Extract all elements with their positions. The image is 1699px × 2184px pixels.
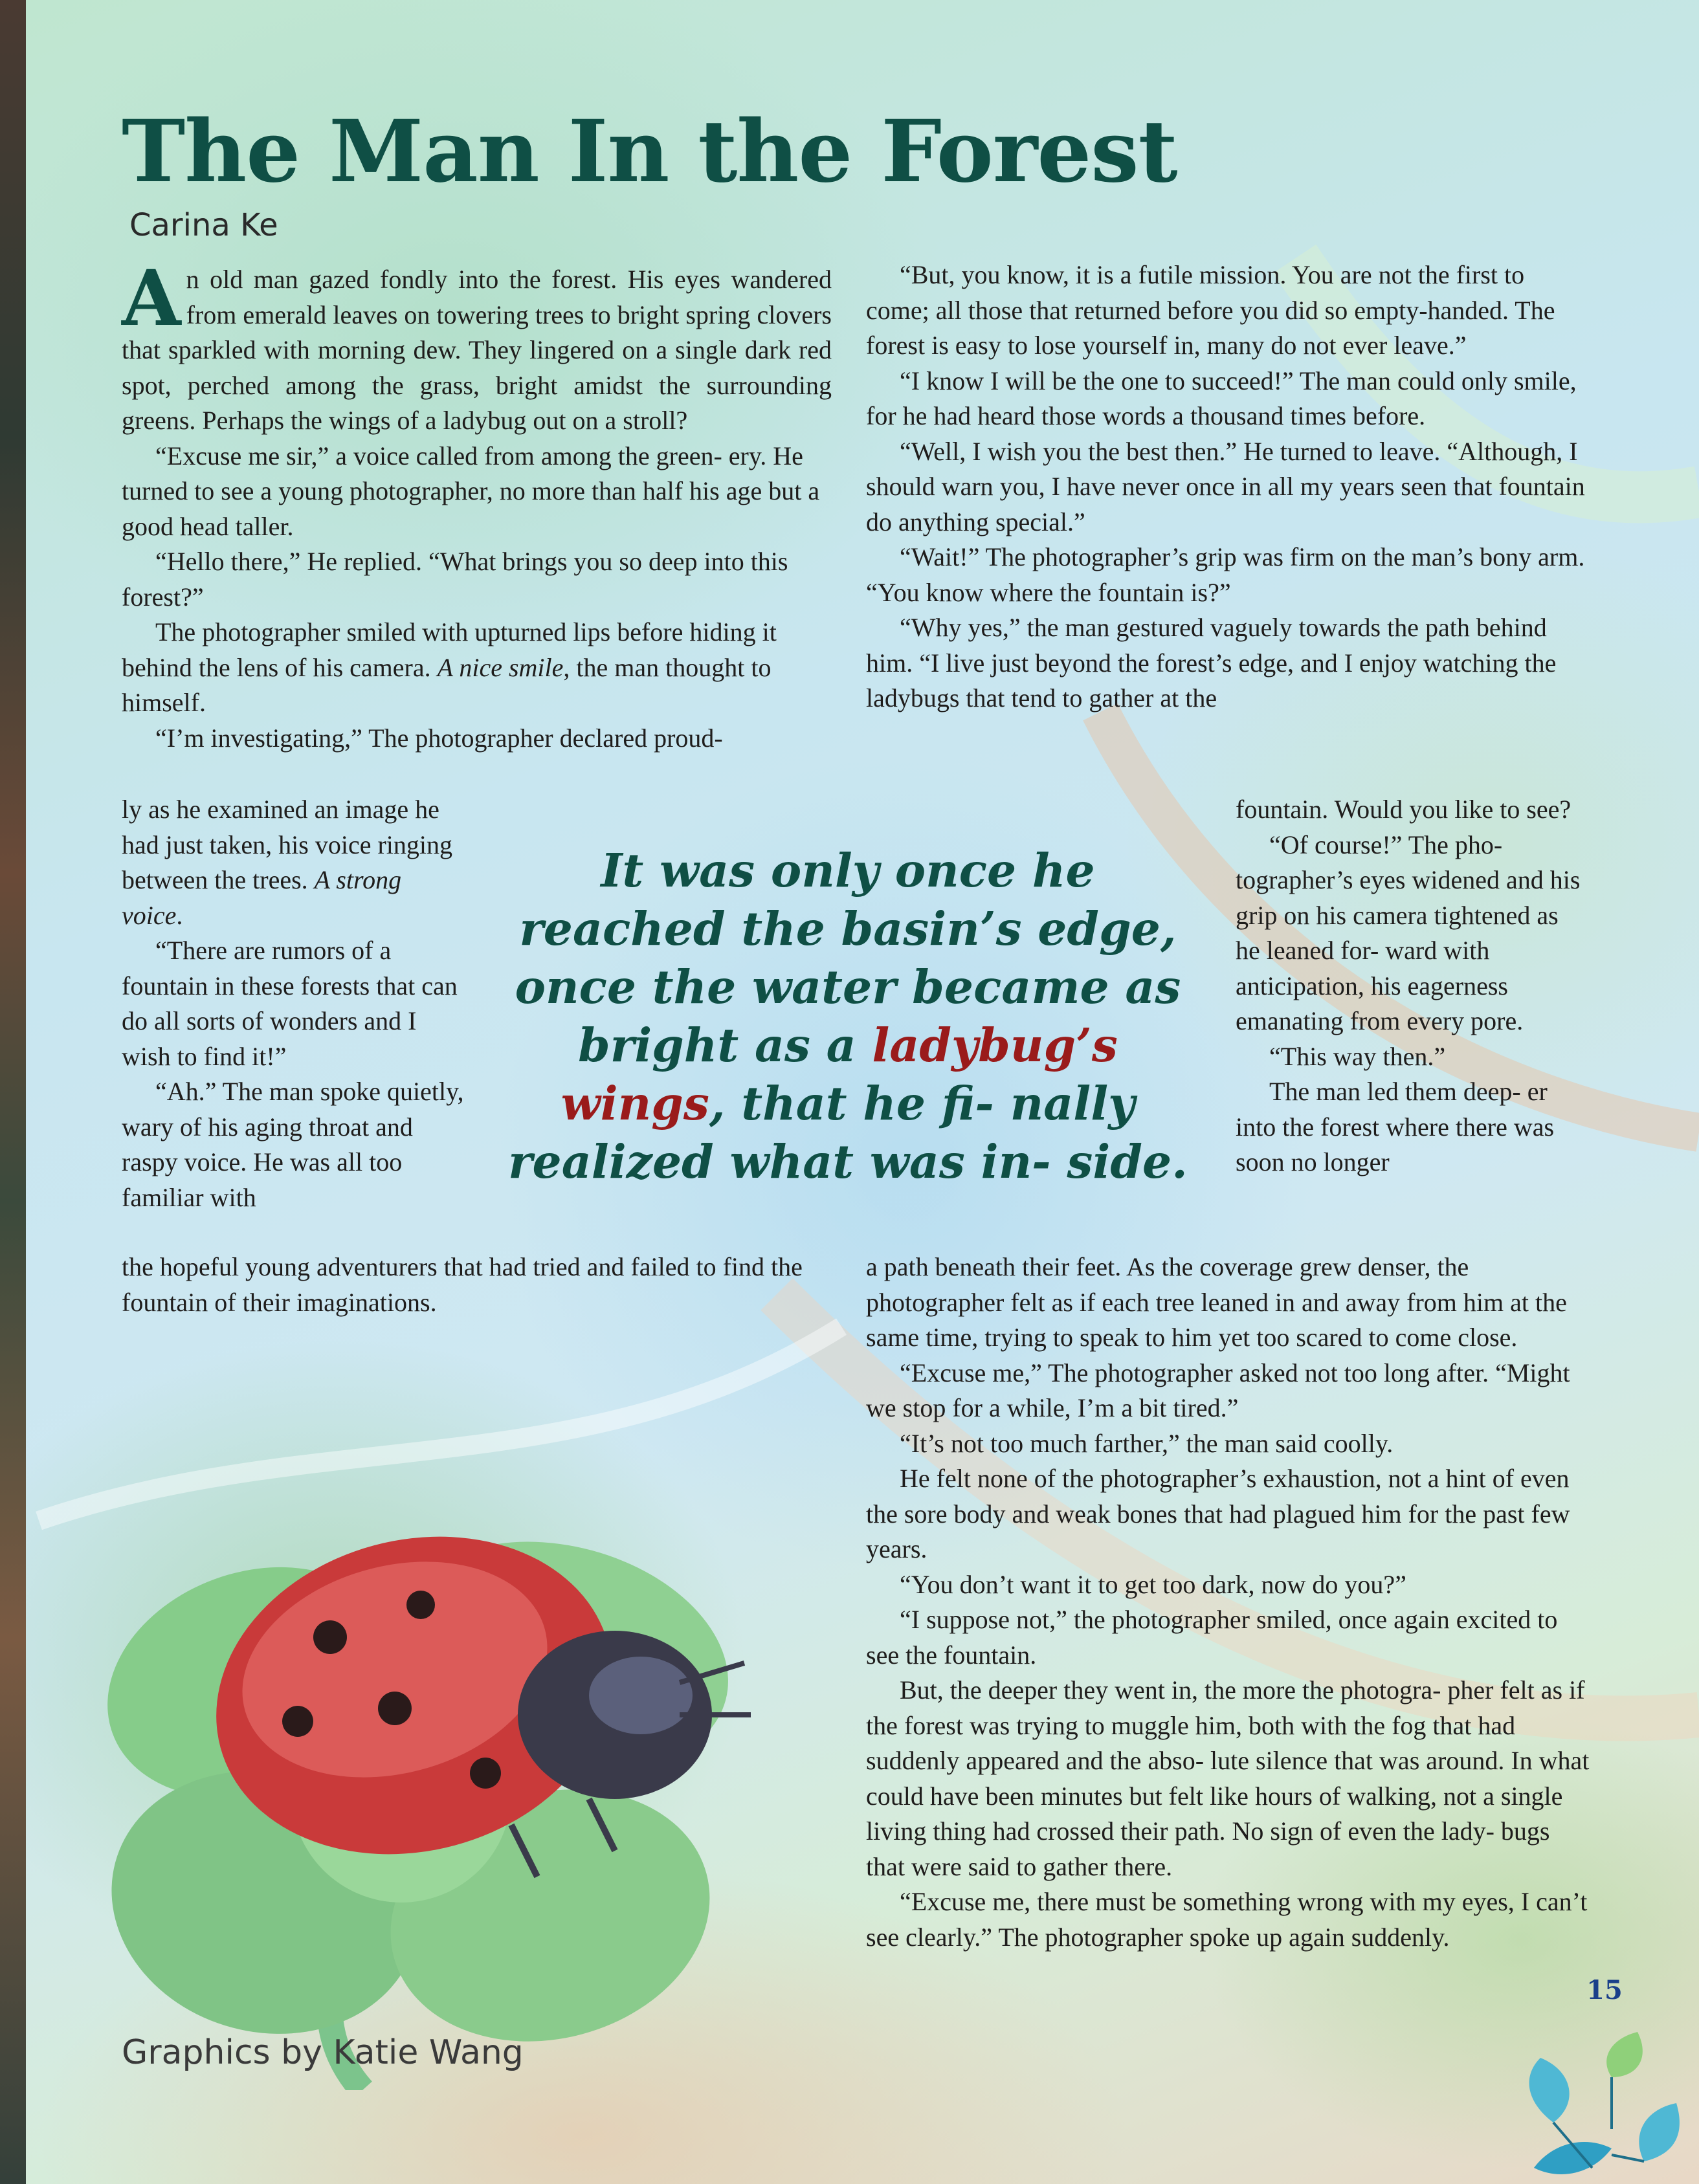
column-1-top [122,253,832,756]
page-number: 15 [1586,1975,1623,2005]
paragraph: “You don’t want it to get too dark, now do you?” [900,1569,1406,1599]
italic-phrase: A nice smile [437,652,564,682]
pull-quote-text: It was only once he reached the basin’s edge, once the water became as bright as a [515,843,1181,1072]
text-span: , the man thought to himself. [122,652,772,717]
text-span: The photographer smiled with upturned lips before hiding it behind the lens of his camera. [122,617,777,682]
paragraph: “Wait!” The photographer’s grip was firm on the man’s bony arm. “You know where the fountain is?” [866,542,1585,607]
paragraph: “It’s not too much farther,” the man said coolly. [900,1428,1394,1458]
paragraph: But, the deeper they went in, the more the photogra- pher felt as if the forest was trying to muggle him, both with the fog that had suddenly appeared and the abso- lute silence that was around. In what could have been minutes but felt like hours of walking, not a single living thing had crossed their path. No sign of even the lady- bugs that were said to gather there. [866,1675,1590,1881]
paragraph: “Excuse me, there must be something wrong with my eyes, I can’t see clearly.” The photographer spoke up again suddenly. [866,1887,1588,1952]
paragraph: “Why yes,” the man gestured vaguely towards the path behind him. “I live just beyond the forest’s edge, and I enjoy watching the ladybugs that tend to gather at the [866,613,1557,712]
text-span: . [176,900,183,930]
paragraph: “This way then.” [1269,1041,1446,1071]
paragraph: “I know I will be the one to succeed!” The man could only smile, for he had heard those words a thousand times before. [866,366,1577,430]
paragraph: “Of course!” The pho- tographer’s eyes widened and his grip on his camera tightened as he leaned for- ward with anticipation, his eagerness emanating from every pore. [1236,830,1581,1035]
author-name: Carina Ke [129,207,278,243]
ladybug-illustration [58,1411,822,2090]
graphics-credit: Graphics by Katie Wang [122,2033,524,2072]
paragraph-opening [122,253,832,439]
paragraph: “Well, I wish you the best then.” He turned to leave. “Although, I should warn you, I have never once in all my years seen that fountain do anything special.” [866,436,1585,536]
article-title: The Man In the Forest [122,102,1177,202]
pull-quote [495,841,1201,1191]
paragraph: “Excuse me sir,” a voice called from among the green- ery. He turned to see a young photographer, no more than half his age but a good head taller. [122,441,820,541]
paragraph: a path beneath their feet. As the coverage grew denser, the photographer felt as if each tree leaned in and away from him at the same time, trying to speak to him yet too scared to come close. [866,1252,1567,1352]
text-span: ly as he examined an image he had just taken, his voice ringing between the trees. [122,795,453,894]
opening-text: n old man gazed fondly into the forest. His eyes wandered from emerald leaves on towering trees to bright spring clovers that sparkled with morning dew. They lingered on a single dark red spot, perched among the grass, bright amidst the surrounding greens. Perhaps the wings of a ladybug out on a stroll? [122,265,832,435]
paragraph: The man led them deep- er into the forest where there was soon no longer [1236,1077,1555,1176]
paragraph: He felt none of the photographer’s exhaustion, not a hint of even the sore body and weak bones that had plagued him for the past few years. [866,1464,1570,1563]
column-2-narrow [1236,792,1585,1180]
paragraph: the hopeful young adventurers that had tried and failed to find the fountain of their imaginations. [122,1252,803,1317]
paragraph: “Ah.” The man spoke quietly, wary of his aging throat and raspy voice. He was all too familiar with [122,1077,464,1212]
pull-quote-text: , that he fi- nally realized what was in- side. [508,1076,1188,1189]
paragraph: “There are rumors of a fountain in these forests that can do all sorts of wonders and I wish to find it!” [122,936,458,1071]
paragraph: fountain. Would you like to see? [1236,795,1571,824]
paragraph [122,615,832,721]
paragraph: “Hello there,” He replied. “What brings you so deep into this forest?” [122,547,788,612]
column-2-bottom [866,1250,1591,1955]
drop-cap: A [122,253,181,343]
paragraph: “I’m investigating,” The photographer declared proud- [155,723,723,753]
column-1-bottom [122,1250,827,1320]
pull-quote-highlight: ladybug’s wings [561,1018,1118,1131]
italic-phrase: A strong voice [122,865,402,930]
paragraph: “Excuse me,” The photographer asked not too long after. “Might we stop for a while, I’m a bit tired.” [866,1358,1570,1422]
column-1-narrow [122,792,465,1215]
paragraph [122,792,465,933]
paragraph: “I suppose not,” the photographer smiled, once again excited to see the fountain. [866,1605,1558,1670]
leaf-cluster-icon [1515,2032,1696,2181]
paragraph: “But, you know, it is a futile mission. You are not the first to come; all those that returned before you did so empty-handed. The forest is easy to lose yourself in, many do not ever leave.” [866,260,1555,360]
column-2-top [866,258,1588,716]
